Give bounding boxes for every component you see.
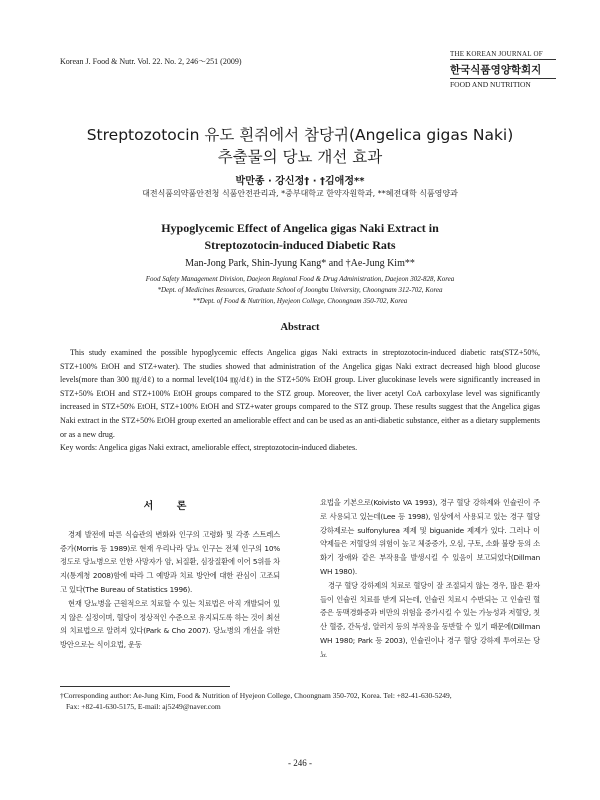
intro-paragraph-2-cont: 요법을 기본으로(Koivisto VA 1993), 경구 혈당 강하제와 인슐린이 주로 사용되고 있는데(Lee 등 1998), 임상에서 사용되고 있는 경구 혈당 강하제로는 sulfonylurea 제제 및 biguanide 제제가 있다. 그러나 이 약제들은 저혈당의 위험이 높고 체중증가, 오심, 구토, 소화 불량 등의 소화기 장애와 같은 부작용을 발생시킬 수 있음이 보고되었다(Dillman WH 1980). <box>320 498 540 576</box>
english-title <box>40 220 560 254</box>
abstract-body <box>60 346 540 455</box>
korean-title-line1: Streptozotocin 유도 흰쥐에서 참당귀(Angelica gigas Naki) <box>86 126 514 144</box>
journal-name-english-top: THE KOREAN JOURNAL OF <box>450 50 556 60</box>
journal-masthead <box>450 50 556 89</box>
korean-title <box>40 124 560 168</box>
footnote-line1: †Corresponding author: Ae-Jung Kim, Food & Nutrition of Hyejeon College, Choongnam 350-702, Korea. Tel: +82-41-630-5249, <box>60 691 452 700</box>
footnote-line2: Fax: +82-41-630-5175, E-mail: aj5249@naver.com <box>66 702 221 711</box>
corresponding-author-footnote <box>60 690 560 712</box>
abstract-heading: Abstract <box>280 322 320 333</box>
body-column-left <box>60 496 280 652</box>
korean-affiliations: 대전식품의약품안전청 식품안전관리과, *중부대학교 한약자원학과, **혜전대학 식품영양과 <box>142 189 458 198</box>
journal-citation: Korean J. Food & Nutr. Vol. 22. No. 2, 246～251 (2009) <box>60 57 242 66</box>
intro-paragraph-1: 경제 발전에 따른 식습관의 변화와 인구의 고령화 및 각종 스트레스 증가(Morris 등 1989)로 현재 우리나라 당뇨 인구는 전체 인구의 10% 정도로 당뇨병으로 인한 사망자가 암, 뇌질환, 심장질환에 이어 5위를 차지(통계청 2008)함에 따라 그 예방과 치료 방안에 대한 관심이 고조되고 있다(The Bureau of Statistics 1996). <box>60 529 280 594</box>
journal-name-english-bottom: FOOD AND NUTRITION <box>450 78 556 89</box>
keywords: Key words: Angelica gigas Naki extract, ameliorable effect, streptozotocin-induced diabetes. <box>60 443 358 453</box>
affiliation-1: Food Safety Management Division, Daejeon Regional Food & Drug Administration, Daejeon 302-828, Korea <box>145 275 455 283</box>
journal-name-korean: 한국식품영양학회지 <box>450 64 542 76</box>
english-title-line2: Streptozotocin-induced Diabetic Rats <box>204 238 396 252</box>
korean-title-line2: 추출물의 당뇨 개선 효과 <box>217 148 383 166</box>
page-number: - 246 - <box>288 758 312 768</box>
footnote-divider <box>60 686 230 687</box>
affiliation-2: *Dept. of Medicines Resources, Graduate School of Joongbu University, Choongnam 312-702, Korea <box>157 286 443 294</box>
abstract-text: This study examined the possible hypoglycemic effects Angelica gigas Naki extracts in streptozotocin-induced diabetic rats(STZ+50%, STZ+100% EtOH and STZ+water). The studies showed that administration of the Angelica gigas Naki extract decreased high blood glucose levels(more than 300 ㎎/dℓ) to a normal level(104 ㎎/dℓ) in the STZ+50% EtOH group. Liver glucokinase levels were significantly increased in STZ+50% EtOH and STZ+100% EtOH groups compared to the STZ group. Moreover, the liver acetyl CoA carboxylase level was significantly increased in STZ+50% EtOH, STZ+100% EtOH and STZ+water groups compared to the STZ group. These results suggest that the Angelica gigas Naki extract in the STZ+50% EtOH group exerted an ameliorable effect and can be used as an anti-diabetic substance, either as a dietary supplements or as a new drug. <box>60 348 540 439</box>
intro-paragraph-3: 경구 혈당 강하제의 치료로 혈당이 잘 조절되지 않는 경우, 많은 환자들이 인슐린 치료를 받게 되는데, 인슐린 치료시 수반되는 고 인슐린 혈증은 동맥경화증과 비만의 위험을 증가시킬 수 있는 가능성과 저혈당, 칫산 혈증, 간독성, 알러지 등의 부작용을 동반할 수 있기 때문에(Dillman WH 1980; Park 등 2003), 인슐린이나 경구 혈당 강하제 투여로는 당뇨 <box>320 580 540 659</box>
affiliation-3: **Dept. of Food & Nutrition, Hyejeon College, Choongnam 350-702, Korea <box>192 297 408 305</box>
english-authors: Man-Jong Park, Shin-Jyung Kang* and †Ae-Jung Kim** <box>185 258 415 269</box>
english-title-line1: Hypoglycemic Effect of Angelica gigas Naki Extract in <box>161 221 439 235</box>
section-heading-introduction: 서 론 <box>143 501 197 512</box>
body-column-right <box>320 496 540 662</box>
intro-paragraph-2: 현재 당뇨병을 근원적으로 치료할 수 있는 치료법은 아직 개발되어 있지 않은 실정이며, 혈당이 정상적인 수준으로 유지되도록 하는 것이 최선의 치료법으로 알려져 있다(Park & Cho 2007). 당뇨병의 개선을 위한 방안으로는 식이요법, 운동 <box>60 598 280 650</box>
korean-authors: 박만종 · 강신정† · †김애정** <box>235 176 365 187</box>
english-affiliations <box>40 274 560 307</box>
